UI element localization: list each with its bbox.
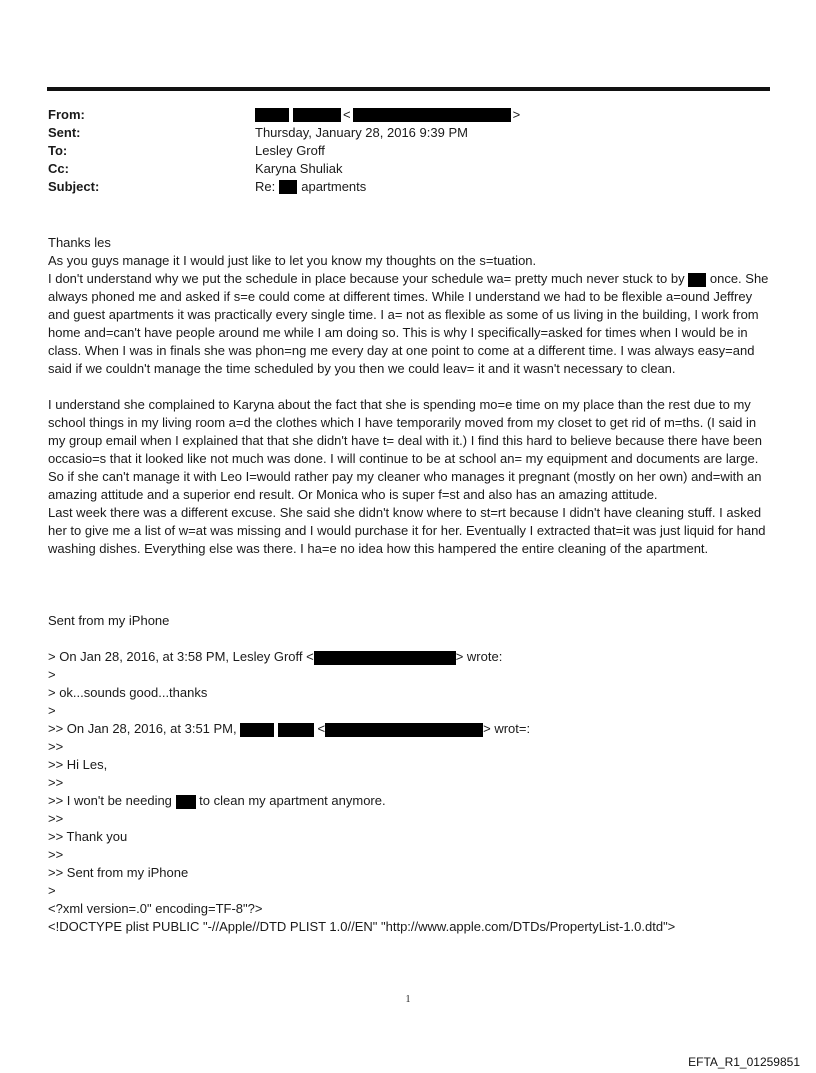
redaction-block xyxy=(314,651,456,665)
cc-value: Karyna Shuliak xyxy=(255,161,343,176)
email-header xyxy=(48,106,768,196)
redaction-block xyxy=(688,273,706,287)
body-line: As you guys manage it I would just like to let you know my thoughts on the s=tuation. xyxy=(48,253,537,268)
quoted-line xyxy=(48,648,770,666)
quoted-text: > On Jan 28, 2016, at 3:58 PM, Lesley Groff < xyxy=(48,649,314,664)
redaction-block xyxy=(240,723,274,737)
from-value xyxy=(255,106,522,124)
body-paragraph xyxy=(48,270,770,378)
redaction-block xyxy=(279,180,297,194)
quoted-text: to clean my apartment anymore. xyxy=(199,793,386,808)
quoted-line: >> xyxy=(48,775,64,790)
angle-close: > xyxy=(512,107,521,122)
redaction-block xyxy=(293,108,341,122)
sent-label: Sent: xyxy=(48,125,81,140)
subject-value xyxy=(255,178,366,196)
redaction-block xyxy=(325,723,483,737)
from-label: From: xyxy=(48,107,85,122)
quoted-line: >> On Jan 28, 2016, at 3:51 PM, < > wrot=: xyxy=(48,721,531,736)
to-label: To: xyxy=(48,143,68,158)
quoted-line xyxy=(48,792,770,810)
quoted-line: >> Hi Les, xyxy=(48,757,108,772)
quoted-line: > xyxy=(48,703,56,718)
subject-label: Subject: xyxy=(48,179,100,194)
quoted-line: >> xyxy=(48,739,64,754)
to-value: Lesley Groff xyxy=(255,143,325,158)
header-rule xyxy=(47,87,770,91)
redaction-block xyxy=(278,723,314,737)
email-body xyxy=(48,234,770,936)
quoted-line: >> xyxy=(48,847,64,862)
document-id: EFTA_R1_01259851 xyxy=(688,1055,800,1069)
to-row xyxy=(48,142,768,160)
redaction-block xyxy=(255,108,289,122)
body-text: I don't understand why we put the schedule in place because your schedule wa= pretty much never stuck to by xyxy=(48,271,685,286)
cc-label: Cc: xyxy=(48,161,69,176)
quoted-line: > xyxy=(48,667,56,682)
greeting: Thanks les xyxy=(48,235,111,250)
subject-row xyxy=(48,178,768,196)
signature: Sent from my iPhone xyxy=(48,613,170,628)
quoted-line: <!DOCTYPE plist PUBLIC "-//Apple//DTD PLIST 1.0//EN" "http://www.apple.com/DTDs/PropertyList-1.0.dtd"> xyxy=(48,919,676,934)
redaction-block xyxy=(176,795,196,809)
body-text: once. She always phoned me and asked if s=e could come at different times. While I understand we had to be flexible a=ound Jeffrey and guest apartments it was practically every single time. I a= not as flexible as some of us living in the building, I work from home and=can't have people around me while I am doing so. This is why I specifically=asked for times when I would be in class. When I was in finals she was phon=ng me every day at one point to come at a different time. I was always easy=and said if we couldn't manage the time scheduled by you then we could leav= it and it wasn't necessary to clean. xyxy=(48,271,769,376)
subject-prefix: Re: xyxy=(255,179,276,194)
page-number: 1 xyxy=(405,994,411,1005)
angle-open: < xyxy=(343,107,351,122)
subject-suffix: apartments xyxy=(301,179,367,194)
from-row xyxy=(48,106,768,124)
cc-row xyxy=(48,160,768,178)
quoted-text: >> I won't be needing xyxy=(48,793,172,808)
quoted-text: > wrot=: xyxy=(483,721,531,736)
quoted-line: >> Sent from my iPhone xyxy=(48,865,189,880)
body-paragraph: Last week there was a different excuse. She said she didn't know where to st=rt because I didn't have cleaning stuff. I asked her to give me a list of w=at was missing and I would purchase it for her. Eventually I extracted that=it was just liquid for hand washing dishes. Everything else was there. I ha=e no idea how this hampered the entire cleaning of the apartment. xyxy=(48,505,766,556)
quoted-line: >> Thank you xyxy=(48,829,128,844)
quoted-line: >> xyxy=(48,811,64,826)
redaction-block xyxy=(353,108,511,122)
quoted-line: <?xml version=.0" encoding=TF-8"?> xyxy=(48,901,263,916)
quoted-line: > ok...sounds good...thanks xyxy=(48,685,208,700)
body-paragraph: I understand she complained to Karyna about the fact that she is spending mo=e time on my place than the rest due to my school things in my living room a=d the clothes which I have temporarily moved from my closet to get rid of m=ths. (I said in my group email when I explained that that she didn't have t= deal with it.) I find this hard to believe because there have been occasio=s that it looked like not much was done. I will continue to be at school an= my equipment and documents are large. So if she can't manage it with Leo I=would rather pay my cleaner who manages it pregnant (mostly on her own) and=with an amazing attitude and a superior end result. Or Monica who is super f=st and also has an amazing attitude. xyxy=(48,397,762,502)
quoted-text: >> On Jan 28, 2016, at 3:51 PM, xyxy=(48,721,237,736)
sent-value: Thursday, January 28, 2016 9:39 PM xyxy=(255,125,468,140)
quoted-line: > xyxy=(48,883,56,898)
quoted-text: > wrote: xyxy=(455,649,503,664)
sent-row xyxy=(48,124,768,142)
